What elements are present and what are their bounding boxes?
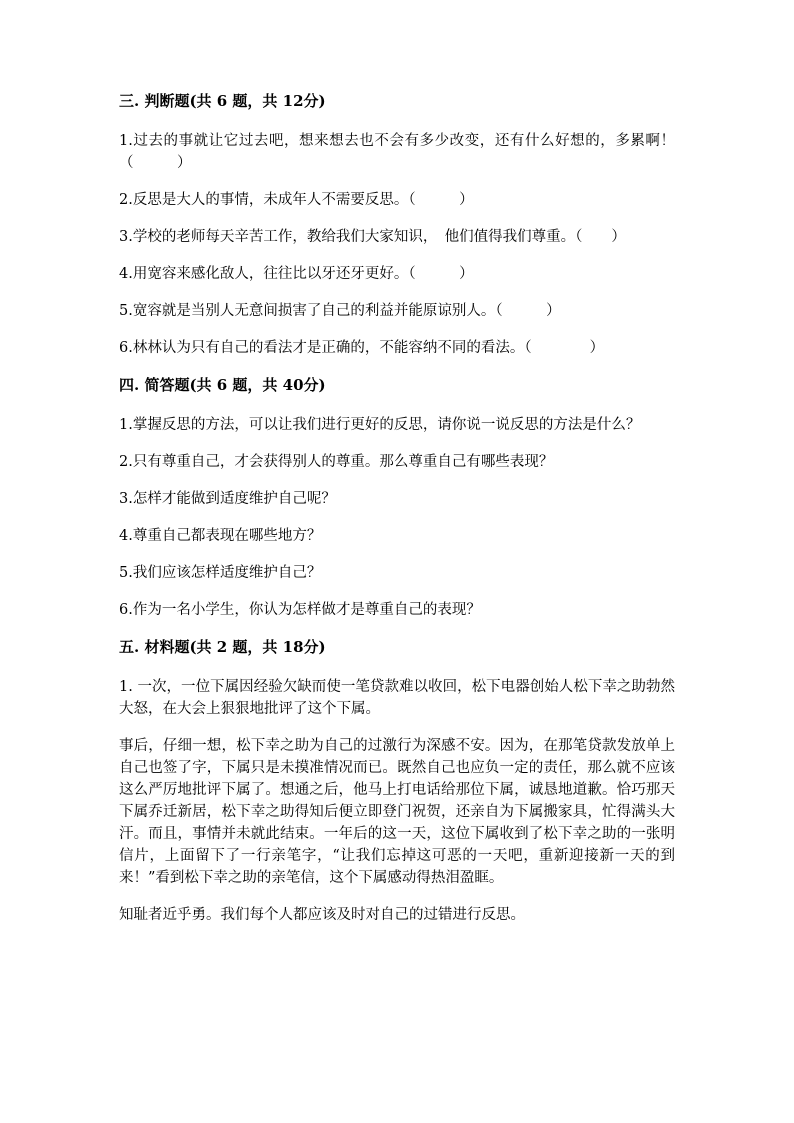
question-text: 林林认为只有自己的看法才是正确的，不能容纳不同的看法。（ ） <box>132 340 605 356</box>
section-title: 三. 判断题(共 6 题，共 12分) <box>119 92 326 110</box>
question-number: 4. <box>119 528 133 544</box>
question-item <box>119 451 675 473</box>
question-number: 3. <box>119 229 133 245</box>
question-text: 用宽容来感化敌人，往往比以牙还牙更好。（ ） <box>132 266 474 282</box>
question-text: 宽容就是当别人无意间损害了自己的利益并能原谅别人。（ ） <box>132 303 561 319</box>
document-page <box>119 90 675 941</box>
section-title: 四. 简答题(共 6 题，共 40分) <box>119 376 326 394</box>
question-item <box>119 414 675 436</box>
question-item <box>119 599 675 621</box>
question-text: 作为一名小学生，你认为怎样做才是尊重自己的表现？ <box>132 602 481 618</box>
question-text: 过去的事就让它过去吧，想来想去也不会有多少改变，还有什么好想的，多累啊！（ ） <box>119 133 675 171</box>
material-paragraph: 事后，仔细一想，松下幸之助为自己的过激行为深感不安。因为，在那笔贷款发放单上自己也签了字，下属只是未摸准情况而已。既然自己也应负一定的责任，那么就不应该这么严厉地批评下属了。想通之后，他马上打电话给那位下属，诚恳地道歉。恰巧那天下属乔迁新居，松下幸之助得知后便立即登门祝贺，还亲自为下属搬家具，忙得满头大汗。而且，事情并未就此结束。一年后的这一天，这位下属收到了松下幸之助的一张明信片，上面留下了一行亲笔字，“让我们忘掉这可恶的一天吧，重新迎接新一天的到来！”看到松下幸之助的亲笔信，这个下属感动得热泪盈眶。 <box>119 738 675 886</box>
question-number: 3. <box>119 491 133 507</box>
question-number: 2. <box>119 454 133 470</box>
material-paragraph: 知耻者近乎勇。我们每个人都应该及时对自己的过错进行反思。 <box>119 907 525 923</box>
question-number: 1. <box>119 417 133 433</box>
question-number: 5. <box>119 565 133 581</box>
question-text: 怎样才能做到适度维护自己呢？ <box>132 491 336 507</box>
question-item <box>119 130 675 174</box>
question-number: 4. <box>119 266 133 282</box>
section-title: 五. 材料题(共 2 题，共 18分) <box>119 638 326 656</box>
question-text: 我们应该怎样适度维护自己？ <box>132 565 322 581</box>
question-number: 6. <box>119 340 133 356</box>
question-text: 掌握反思的方法，可以让我们进行更好的反思，请你说一说反思的方法是什么？ <box>132 417 641 433</box>
question-item <box>119 300 675 322</box>
section-material <box>119 636 675 926</box>
question-text: 反思是大人的事情，未成年人不需要反思。（ ） <box>132 192 474 208</box>
question-number: 5. <box>119 303 133 319</box>
section-short-answer <box>119 374 675 621</box>
material-paragraph: 1. 一次，一位下属因经验欠缺而使一笔贷款难以收回，松下电器创始人松下幸之助勃然大怒，在大会上狠狠地批评了这个下属。 <box>119 679 675 717</box>
question-item <box>119 562 675 584</box>
question-number: 6. <box>119 602 133 618</box>
question-item <box>119 525 675 547</box>
section-true-false <box>119 90 675 359</box>
question-item <box>119 189 675 211</box>
question-text: 尊重自己都表现在哪些地方？ <box>132 528 322 544</box>
question-item <box>119 226 675 248</box>
question-number: 2. <box>119 192 133 208</box>
question-item <box>119 263 675 285</box>
question-item <box>119 488 675 510</box>
question-number: 1. <box>119 133 133 149</box>
question-text: 学校的老师每天辛苦工作，教给我们大家知识， 他们值得我们尊重。（ ） <box>132 229 626 245</box>
question-item <box>119 337 675 359</box>
question-text: 只有尊重自己，才会获得别人的尊重。那么尊重自己有哪些表现？ <box>132 454 554 470</box>
